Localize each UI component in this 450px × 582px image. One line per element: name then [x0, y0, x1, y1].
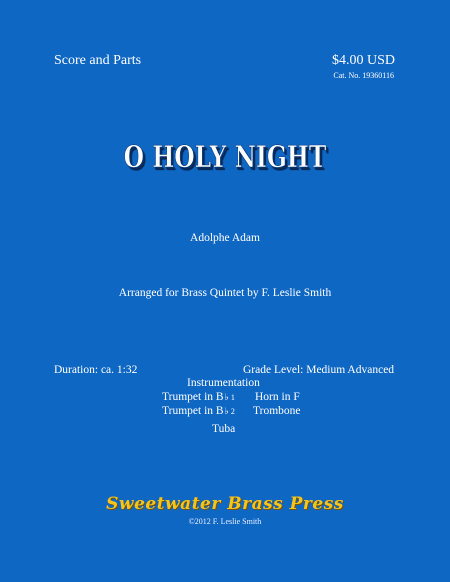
arranger-credit: Arranged for Brass Quintet by F. Leslie Smith	[118, 287, 332, 299]
grade-level-label: Grade Level: Medium Advanced	[243, 364, 395, 376]
instrumentation-heading: Instrumentation	[187, 377, 260, 389]
score-and-parts-label: Score and Parts	[54, 53, 142, 68]
instrument-name: Trumpet in B	[162, 405, 224, 417]
publisher-logo: Sweetwater Brass Press	[106, 494, 344, 514]
flat-symbol: ♭	[224, 392, 229, 402]
catalog-number: Cat. No. 19360116	[333, 71, 394, 80]
composer-name: Adolphe Adam	[190, 232, 260, 244]
page-title: O HOLY NIGHT	[123, 140, 327, 175]
instrument-number: 1	[230, 393, 235, 402]
instrument-trombone: Trombone	[253, 405, 301, 417]
instrument-tuba: Tuba	[212, 423, 236, 435]
instrument-name: Trumpet in B	[162, 391, 224, 403]
price-label: $4.00 USD	[331, 53, 395, 68]
instrument-trumpet-2	[162, 405, 235, 417]
instrument-number: 2	[230, 407, 235, 416]
instrument-trumpet-1	[162, 391, 235, 403]
duration-label: Duration: ca. 1:32	[54, 364, 138, 376]
copyright-notice: ©2012 F. Leslie Smith	[188, 517, 262, 526]
flat-symbol: ♭	[224, 406, 229, 416]
instrument-horn: Horn in F	[255, 391, 300, 403]
